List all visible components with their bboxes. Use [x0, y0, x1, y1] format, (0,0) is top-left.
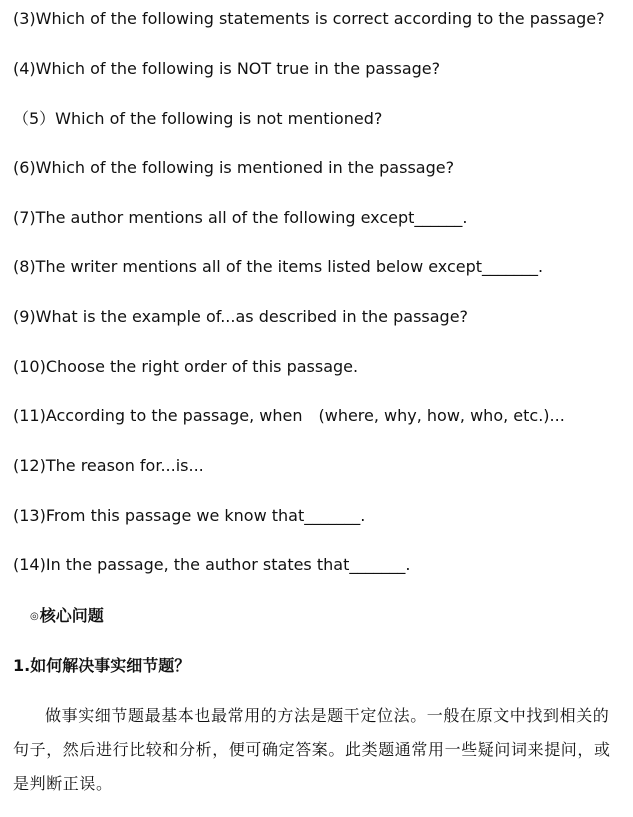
question-6: (6)Which of the following is mentioned in the passage? [13, 158, 455, 177]
question-11: (11)According to the passage, when (where, why, how, who, etc.)... [13, 406, 565, 425]
question-14: (14)In the passage, the author states that_______. [13, 555, 411, 574]
question-7: (7)The author mentions all of the following except______. [13, 208, 468, 227]
question-12: (12)The reason for...is... [13, 456, 204, 475]
question-10: (10)Choose the right order of this passage. [13, 357, 359, 376]
question-9: (9)What is the example of...as described in the passage? [13, 307, 469, 326]
question-5: （5）Which of the following is not mentioned? [13, 109, 383, 128]
question-13: (13)From this passage we know that_______. [13, 506, 366, 525]
question-3: (3)Which of the following statements is correct according to the passage? [13, 9, 605, 28]
core-questions-heading [30, 606, 104, 627]
section-heading: 1.如何解决事实细节题？ [13, 656, 191, 675]
question-4: (4)Which of the following is NOT true in the passage? [13, 59, 441, 78]
circle-mark-icon: ◎ [30, 611, 39, 622]
question-8: (8)The writer mentions all of the items listed below except_______. [13, 257, 544, 276]
body-paragraph: 做事实细节题最基本也最常用的方法是题干定位法。一般在原文中找到相关的句子，然后进行比较和分析，便可确定答案。此类题通常用一些疑问词来提问，或是判断正误。 [13, 706, 611, 793]
core-questions-title: 核心问题 [39, 606, 104, 625]
